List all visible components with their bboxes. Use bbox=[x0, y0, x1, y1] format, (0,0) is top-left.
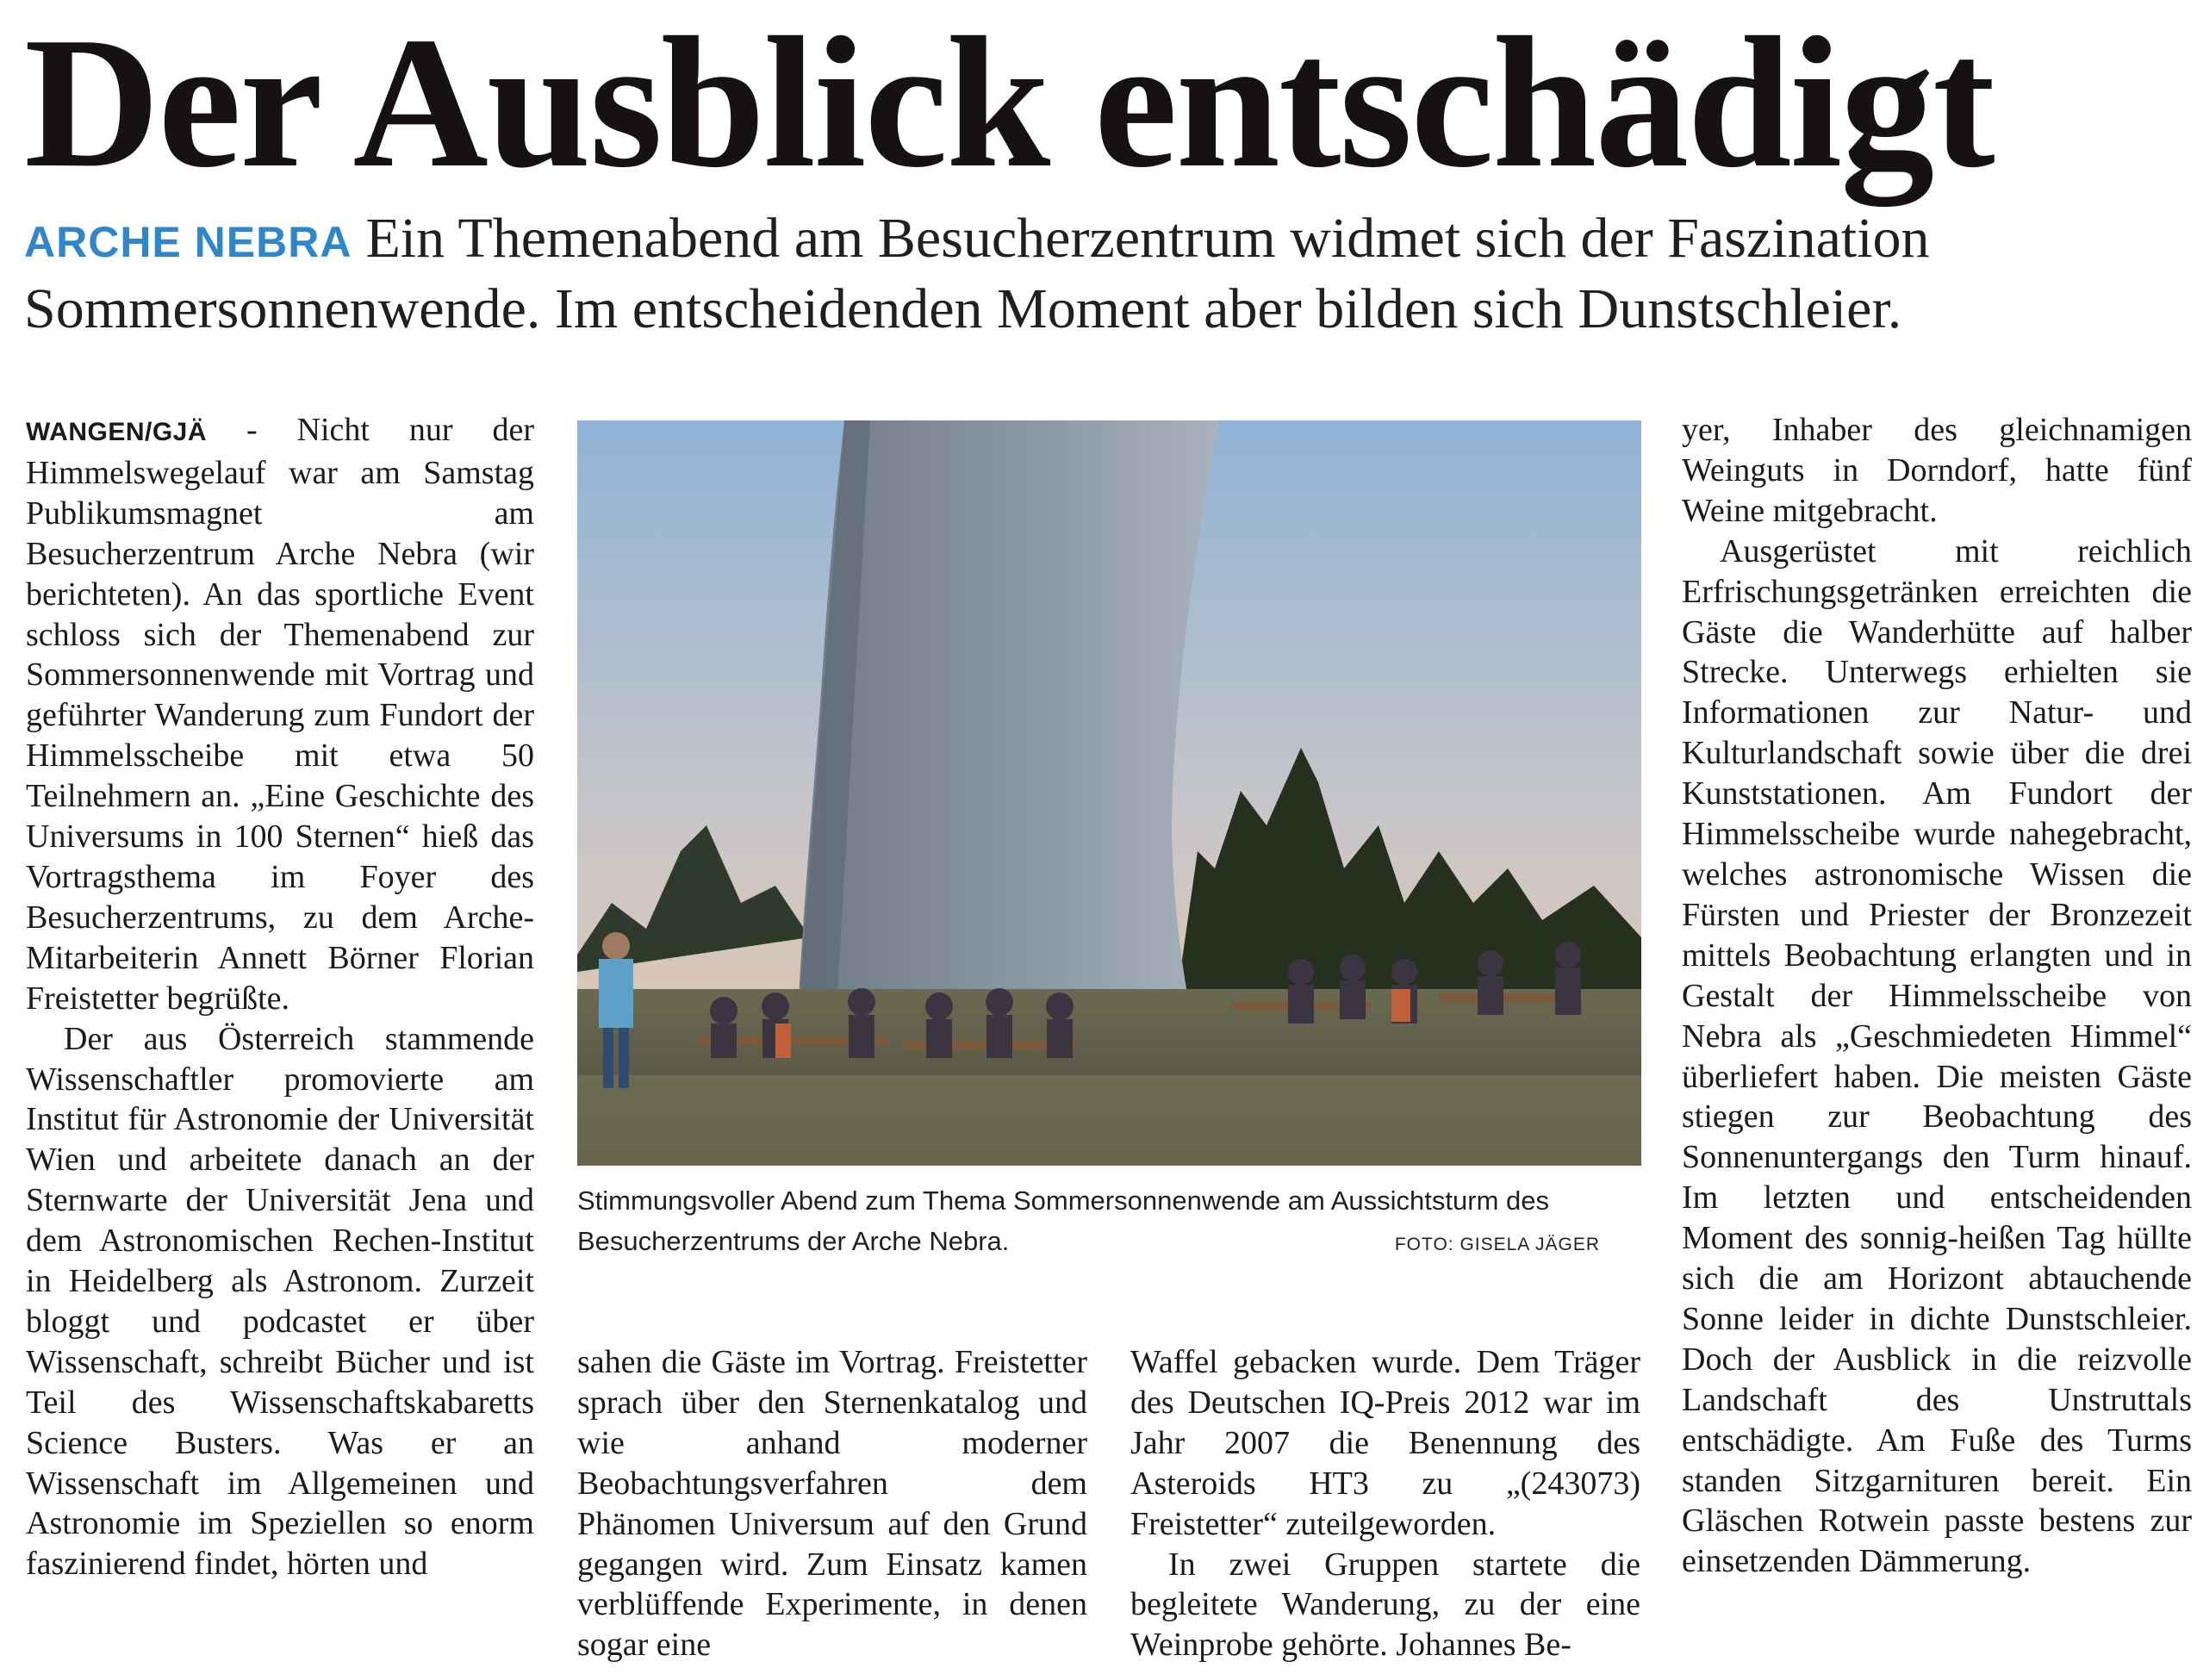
paragraph: In zwei Gruppen startete die begleitete Wanderung, zu der eine Weinprobe gehörte. Johannes Be- bbox=[1130, 1546, 1640, 1664]
paragraph: sahen die Gäste im Vortrag. Freistetter sprach über den Sternenkatalog und wie anhand moderner Beobachtungsverfahren dem Phänomen Universum auf den Grund gegangen wird. Zum Einsatz kamen verblüffende Experimente, in denen sogar eine bbox=[577, 1344, 1087, 1664]
article-column-4 bbox=[1682, 410, 2192, 1582]
paragraph: Waffel gebacken wurde. Dem Träger des Deutschen IQ-Preis 2012 war im Jahr 2007 die Benennung des Asteroids HT3 zu „(243073) Freistetter“ zuteilgeworden. bbox=[1130, 1344, 1640, 1542]
subheading-text: Ein Themenabend am Besucherzentrum widmet sich der Faszination Sommersonnenwende. Im entscheidenden Moment aber bilden sich Dunstschleier. bbox=[24, 207, 1930, 340]
subheading bbox=[24, 205, 2178, 343]
caption-text: Stimmungsvoller Abend zum Thema Sommersonnenwende am Aussichtsturm des Besucherzentrums der Arche Nebra. bbox=[577, 1185, 1550, 1256]
article-photo bbox=[577, 420, 1641, 1166]
article-column-2 bbox=[577, 1342, 1087, 1665]
article-column-1 bbox=[26, 410, 534, 1584]
paragraph: Der aus Österreich stammende Wissenschaftler promovierte am Institut für Astronomie der Universität Wien und arbeitete danach an der Sternwarte der Universität Jena und dem Astronomischen Rechen-Institut in Heidelberg als Astronom. Zurzeit bloggt und podcastet er über Wissenschaft, schreibt Bücher und ist Teil des Wissenschaftskabaretts Science Busters. Was er an Wissenschaft im Allgemeinen und Astronomie im Speziellen so enorm faszinierend findet, hörten und bbox=[26, 1020, 534, 1583]
paragraph-text: - Nicht nur der Himmelswegelauf war am Samstag Publikumsmagnet am Besucherzentrum Arche Nebra (wir berichteten). An das sportliche Event schloss sich der Themenabend zur Sommersonnenwende mit Vortrag und geführter Wanderung zum Fundort der Himmelsscheibe mit etwa 50 Teilnehmern an. „Eine Geschichte des Universums in 100 Sternen“ hieß das Vortragsthema im Foyer des Besucherzentrums, zu dem Arche-Mitarbeiterin Annett Börner Florian Freistetter begrüßte. bbox=[26, 412, 534, 1017]
photo-credit: FOTO: GISELA JÄGER bbox=[1394, 1235, 1600, 1254]
headline: Der Ausblick entschädigt bbox=[24, 0, 1994, 207]
paragraph: Ausgerüstet mit reichlich Erfrischungsgetränken erreichten die Gäste die Wanderhütte auf halber Strecke. Unterwegs erhielten sie Informationen zur Natur- und Kulturlandschaft sowie über die drei Kunststationen. Am Fundort der Himmelsscheibe wurde nahegebracht, welches astronomische Wissen die Fürsten und Priester der Bronzezeit mittels Beobachtung erlangten und in Gestalt der Himmelsscheibe von Nebra als „Geschmiedeten Himmel“ überliefert haben. Die meisten Gäste stiegen zur Beobachtung des Sonnenuntergangs den Turm hinauf. Im letzten und entscheidenden Moment des sonnig-heißen Tag hüllte sich die am Horizont abtauchende Sonne leider in dichte Dunstschleier. Doch der Ausblick in die reizvolle Landschaft des Unstruttals entschädigte. Am Fuße des Turms standen Sitzgarnituren bereit. Ein Gläschen Rotwein passte bestens zur einsetzenden Dämmerung. bbox=[1682, 532, 2192, 1580]
photo-caption bbox=[577, 1180, 1641, 1261]
paragraph bbox=[26, 410, 534, 1019]
dateline: WANGEN/GJÄ bbox=[26, 418, 208, 446]
paragraph: yer, Inhaber des gleichnamigen Weinguts in Dorndorf, hatte fünf Weine mitgebracht. bbox=[1682, 412, 2192, 529]
photo-illustration bbox=[577, 420, 1641, 1166]
article-column-3 bbox=[1130, 1342, 1640, 1665]
kicker: ARCHE NEBRA bbox=[24, 218, 352, 266]
